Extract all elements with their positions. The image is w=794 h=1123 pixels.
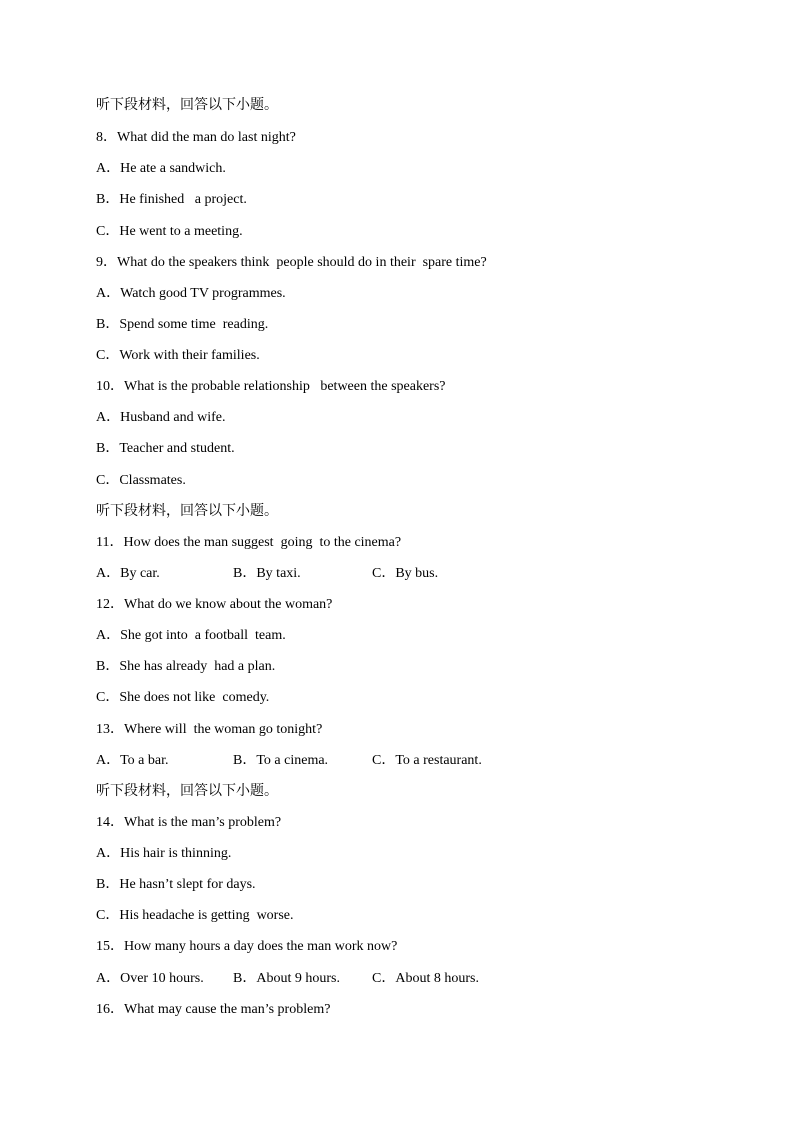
question-16: 16．What may cause the man’s problem?	[96, 1002, 331, 1017]
option-8c: C．He went to a meeting.	[96, 224, 243, 239]
option-15a: A．Over 10 hours.	[96, 971, 204, 986]
option-11c: C．By bus.	[372, 566, 439, 581]
option-9c: C．Work with their families.	[96, 348, 260, 363]
option-14b: B．He hasn’t slept for days.	[96, 877, 256, 892]
option-11b: B．By taxi.	[233, 566, 301, 581]
option-10a: A．Husband and wife.	[96, 410, 226, 425]
option-15c: C．About 8 hours.	[372, 971, 479, 986]
option-13b: B．To a cinema.	[233, 753, 329, 768]
section-header: 听下段材料，回答以下小题。	[96, 504, 278, 519]
option-10c: C．Classmates.	[96, 473, 186, 488]
section-header: 听下段材料，回答以下小题。	[96, 784, 278, 799]
question-13: 13．Where will the woman go tonight?	[96, 722, 323, 737]
option-9b: B．Spend some time reading.	[96, 317, 269, 332]
option-12b: B．She has already had a plan.	[96, 659, 276, 674]
option-13c: C．To a restaurant.	[372, 753, 482, 768]
option-12a: A．She got into a football team.	[96, 628, 286, 643]
option-10b: B．Teacher and student.	[96, 441, 235, 456]
question-11: 11．How does the man suggest going to the cinema?	[96, 535, 402, 550]
option-15b: B．About 9 hours.	[233, 971, 340, 986]
option-9a: A．Watch good TV programmes.	[96, 286, 286, 301]
question-15: 15．How many hours a day does the man work now?	[96, 939, 398, 954]
option-14c: C．His headache is getting worse.	[96, 908, 294, 923]
option-13a: A．To a bar.	[96, 753, 169, 768]
option-12c: C．She does not like comedy.	[96, 690, 270, 705]
question-12: 12．What do we know about the woman?	[96, 597, 333, 612]
option-8b: B．He finished a project.	[96, 192, 247, 207]
option-8a: A．He ate a sandwich.	[96, 161, 226, 176]
option-14a: A．His hair is thinning.	[96, 846, 232, 861]
section-header: 听下段材料，回答以下小题。	[96, 98, 278, 113]
question-8: 8．What did the man do last night?	[96, 130, 296, 145]
option-11a: A．By car.	[96, 566, 160, 581]
question-14: 14．What is the man’s problem?	[96, 815, 282, 830]
question-9: 9．What do the speakers think people should do in their spare time?	[96, 255, 487, 270]
question-10: 10．What is the probable relationship between the speakers?	[96, 379, 446, 394]
